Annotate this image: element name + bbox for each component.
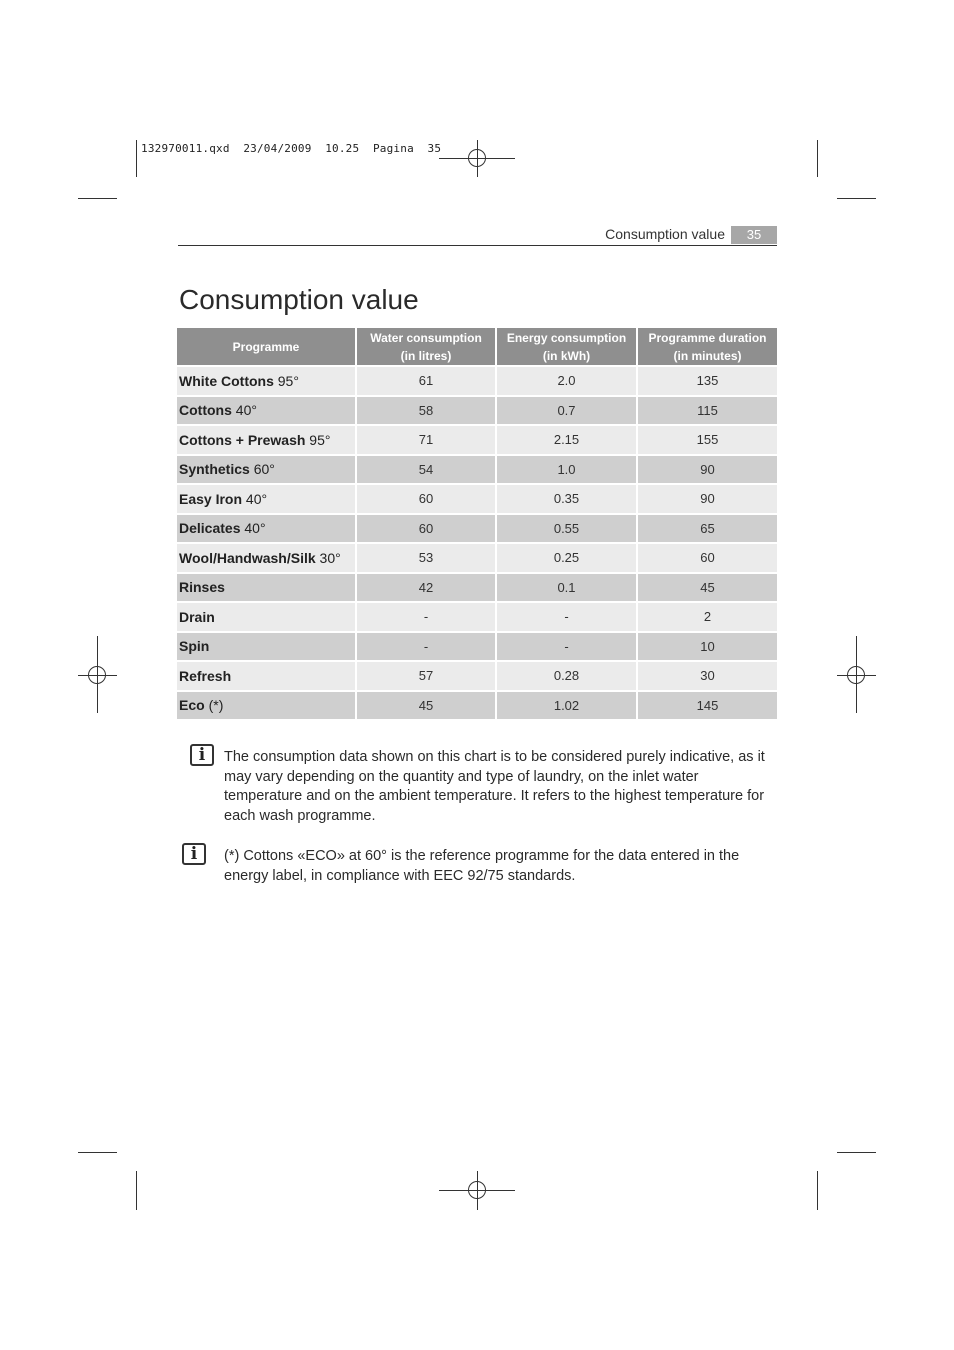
running-header-title: Consumption value bbox=[605, 226, 725, 242]
water-cell: - bbox=[356, 632, 496, 662]
table-row bbox=[177, 484, 777, 514]
table-header-row bbox=[177, 328, 777, 366]
table-row bbox=[177, 543, 777, 573]
energy-cell: 0.1 bbox=[496, 573, 637, 603]
consumption-table bbox=[177, 328, 777, 721]
header-energy: Energy consumption (in kWh) bbox=[496, 328, 637, 366]
header-water: Water consumption (in litres) bbox=[356, 328, 496, 366]
table-row bbox=[177, 425, 777, 455]
energy-cell: 0.7 bbox=[496, 396, 637, 426]
table-row bbox=[177, 573, 777, 603]
print-slug: 132970011.qxd 23/04/2009 10.25 Pagina 35 bbox=[141, 142, 442, 155]
duration-cell: 135 bbox=[637, 366, 777, 396]
table-row bbox=[177, 514, 777, 544]
programme-cell: Drain bbox=[177, 602, 356, 632]
energy-cell: 2.15 bbox=[496, 425, 637, 455]
note-consumption-indicative: The consumption data shown on this chart is to be considered purely indicative, as it may vary depending on the quantity and type of laundry, on the inlet water temperature and on the ambient temperature. It refers to the highest temperature for each wash programme. bbox=[224, 749, 765, 824]
page-title: Consumption value bbox=[179, 284, 419, 315]
water-cell: 71 bbox=[356, 425, 496, 455]
header-rule bbox=[178, 245, 777, 246]
water-cell: 60 bbox=[356, 514, 496, 544]
duration-cell: 10 bbox=[637, 632, 777, 662]
programme-cell: White Cottons 95° bbox=[177, 366, 356, 396]
duration-cell: 60 bbox=[637, 543, 777, 573]
table-row bbox=[177, 396, 777, 426]
programme-cell: Cottons + Prewash 95° bbox=[177, 425, 356, 455]
duration-cell: 145 bbox=[637, 691, 777, 721]
table-row bbox=[177, 632, 777, 662]
energy-cell: 1.02 bbox=[496, 691, 637, 721]
duration-cell: 2 bbox=[637, 602, 777, 632]
duration-cell: 45 bbox=[637, 573, 777, 603]
duration-cell: 90 bbox=[637, 484, 777, 514]
table-row bbox=[177, 455, 777, 485]
table-row bbox=[177, 661, 777, 691]
header-programme: Programme bbox=[177, 328, 356, 366]
energy-cell: 0.55 bbox=[496, 514, 637, 544]
energy-cell: 0.25 bbox=[496, 543, 637, 573]
water-cell: 61 bbox=[356, 366, 496, 396]
energy-cell: 0.35 bbox=[496, 484, 637, 514]
programme-cell: Easy Iron 40° bbox=[177, 484, 356, 514]
water-cell: 57 bbox=[356, 661, 496, 691]
water-cell: 58 bbox=[356, 396, 496, 426]
water-cell: 54 bbox=[356, 455, 496, 485]
note-eco-reference: (*) Cottons «ECO» at 60° is the reference programme for the data entered in the energy label, in compliance with EEC 92/75 standards. bbox=[224, 848, 740, 884]
header-duration: Programme duration (in minutes) bbox=[637, 328, 777, 366]
programme-cell: Refresh bbox=[177, 661, 356, 691]
running-header bbox=[178, 226, 777, 246]
energy-cell: 2.0 bbox=[496, 366, 637, 396]
programme-cell: Rinses bbox=[177, 573, 356, 603]
duration-cell: 155 bbox=[637, 425, 777, 455]
water-cell: - bbox=[356, 602, 496, 632]
duration-cell: 90 bbox=[637, 455, 777, 485]
page-number: 35 bbox=[731, 226, 777, 244]
table-row bbox=[177, 602, 777, 632]
duration-cell: 115 bbox=[637, 396, 777, 426]
water-cell: 53 bbox=[356, 543, 496, 573]
programme-cell: Spin bbox=[177, 632, 356, 662]
info-icon: i bbox=[190, 744, 214, 766]
programme-cell: Delicates 40° bbox=[177, 514, 356, 544]
programme-cell: Cottons 40° bbox=[177, 396, 356, 426]
water-cell: 42 bbox=[356, 573, 496, 603]
programme-cell: Synthetics 60° bbox=[177, 455, 356, 485]
energy-cell: - bbox=[496, 602, 637, 632]
energy-cell: - bbox=[496, 632, 637, 662]
table-row bbox=[177, 691, 777, 721]
table-row bbox=[177, 366, 777, 396]
water-cell: 45 bbox=[356, 691, 496, 721]
water-cell: 60 bbox=[356, 484, 496, 514]
duration-cell: 65 bbox=[637, 514, 777, 544]
programme-cell: Wool/Handwash/Silk 30° bbox=[177, 543, 356, 573]
programme-cell: Eco (*) bbox=[177, 691, 356, 721]
info-icon: i bbox=[182, 843, 206, 865]
energy-cell: 0.28 bbox=[496, 661, 637, 691]
duration-cell: 30 bbox=[637, 661, 777, 691]
energy-cell: 1.0 bbox=[496, 455, 637, 485]
